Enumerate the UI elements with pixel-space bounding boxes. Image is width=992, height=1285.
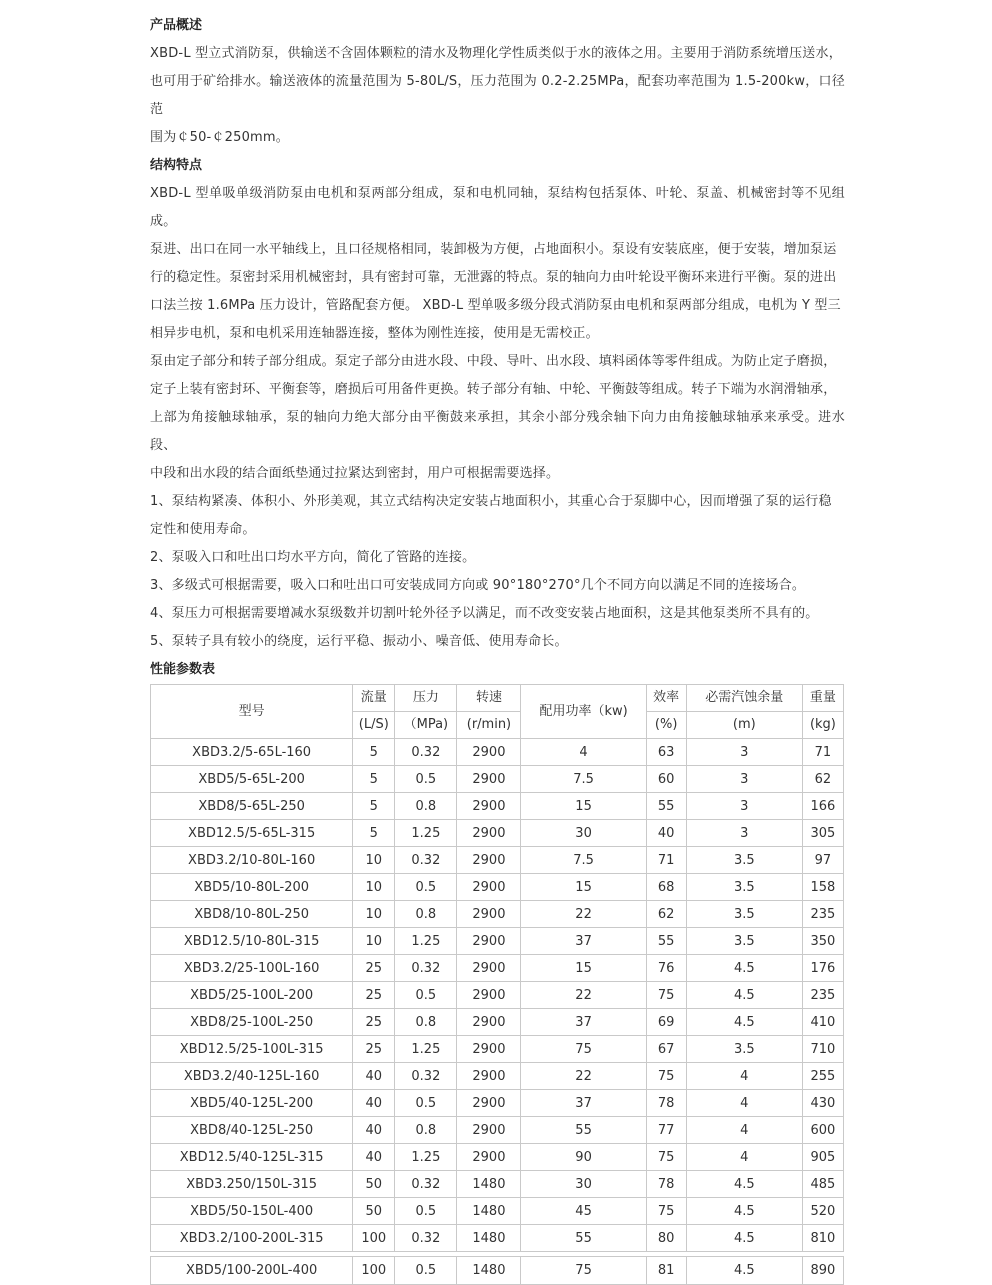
cell-flow: 10	[353, 874, 395, 901]
cell-pressure: 0.32	[395, 739, 457, 766]
cell-efficiency: 76	[646, 955, 686, 982]
cell-npsh: 4.5	[686, 1198, 802, 1225]
cell-speed: 2900	[457, 874, 521, 901]
cell-weight: 520	[802, 1198, 843, 1225]
cell-npsh: 4	[686, 1144, 802, 1171]
cell-pressure: 0.5	[395, 766, 457, 793]
cell-efficiency: 40	[646, 820, 686, 847]
cell-power: 30	[521, 820, 646, 847]
cell-efficiency: 81	[646, 1257, 686, 1285]
cell-weight: 600	[802, 1117, 843, 1144]
cell-flow: 10	[353, 928, 395, 955]
cell-npsh: 3.5	[686, 1036, 802, 1063]
cell-power: 75	[521, 1257, 646, 1285]
cell-flow: 40	[353, 1144, 395, 1171]
cell-model: XBD5/100-200L-400	[151, 1257, 353, 1285]
header-npsh: 必需汽蚀余量	[686, 685, 802, 712]
cell-weight: 350	[802, 928, 843, 955]
table-row	[151, 1090, 844, 1117]
structure-paragraph-1	[150, 180, 845, 348]
cell-speed: 2900	[457, 955, 521, 982]
cell-weight: 255	[802, 1063, 843, 1090]
cell-flow: 40	[353, 1063, 395, 1090]
cell-efficiency: 62	[646, 901, 686, 928]
cell-power: 7.5	[521, 847, 646, 874]
cell-speed: 2900	[457, 982, 521, 1009]
cell-model: XBD5/40-125L-200	[151, 1090, 353, 1117]
table-row	[151, 847, 844, 874]
table-row	[151, 982, 844, 1009]
cell-efficiency: 55	[646, 928, 686, 955]
cell-model: XBD3.250/150L-315	[151, 1171, 353, 1198]
table-row	[151, 1171, 844, 1198]
cell-speed: 2900	[457, 1036, 521, 1063]
cell-speed: 2900	[457, 901, 521, 928]
cell-model: XBD5/10-80L-200	[151, 874, 353, 901]
cell-weight: 97	[802, 847, 843, 874]
cell-speed: 2900	[457, 1009, 521, 1036]
cell-model: XBD3.2/100-200L-315	[151, 1225, 353, 1252]
cell-efficiency: 60	[646, 766, 686, 793]
cell-efficiency: 71	[646, 847, 686, 874]
table-row	[151, 793, 844, 820]
cell-model: XBD12.5/25-100L-315	[151, 1036, 353, 1063]
cell-npsh: 4	[686, 1090, 802, 1117]
table-row	[151, 1225, 844, 1252]
header-power: 配用功率（kw)	[521, 685, 646, 739]
table-row-last	[151, 1257, 844, 1285]
cell-weight: 810	[802, 1225, 843, 1252]
cell-flow: 25	[353, 955, 395, 982]
cell-power: 45	[521, 1198, 646, 1225]
cell-flow: 40	[353, 1090, 395, 1117]
table-header	[151, 685, 844, 739]
cell-flow: 100	[353, 1257, 395, 1285]
cell-flow: 10	[353, 901, 395, 928]
cell-efficiency: 75	[646, 982, 686, 1009]
cell-flow: 50	[353, 1171, 395, 1198]
header-npsh-unit: (m)	[686, 712, 802, 739]
table-row	[151, 901, 844, 928]
table-title: 性能参数表	[150, 662, 216, 677]
cell-power: 22	[521, 901, 646, 928]
cell-weight: 305	[802, 820, 843, 847]
cell-pressure: 0.5	[395, 1198, 457, 1225]
cell-npsh: 3	[686, 820, 802, 847]
cell-model: XBD5/5-65L-200	[151, 766, 353, 793]
cell-speed: 1480	[457, 1198, 521, 1225]
cell-speed: 2900	[457, 820, 521, 847]
cell-weight: 710	[802, 1036, 843, 1063]
cell-pressure: 0.8	[395, 793, 457, 820]
cell-efficiency: 68	[646, 874, 686, 901]
cell-power: 15	[521, 955, 646, 982]
cell-model: XBD8/10-80L-250	[151, 901, 353, 928]
feature-item-2: 2、泵吸入口和吐出口均水平方向，简化了管路的连接。	[150, 550, 476, 565]
cell-efficiency: 78	[646, 1090, 686, 1117]
cell-flow: 10	[353, 847, 395, 874]
cell-power: 22	[521, 982, 646, 1009]
cell-model: XBD8/5-65L-250	[151, 793, 353, 820]
table-row	[151, 928, 844, 955]
cell-weight: 410	[802, 1009, 843, 1036]
table-row	[151, 739, 844, 766]
header-weight: 重量	[802, 685, 843, 712]
cell-npsh: 4.5	[686, 955, 802, 982]
cell-pressure: 0.32	[395, 847, 457, 874]
performance-table	[150, 684, 844, 1285]
table-row	[151, 820, 844, 847]
cell-model: XBD8/25-100L-250	[151, 1009, 353, 1036]
cell-flow: 25	[353, 1009, 395, 1036]
structure-line: 口法兰按 1.6MPa 压力设计，管路配套方便。 XBD-L 型单吸多级分段式消防泵由电机和泵两部分组成，电机为 Y 型三	[150, 298, 841, 313]
overview-paragraph	[150, 40, 845, 152]
structure-line: 上部为角接触球轴承，泵的轴向力绝大部分由平衡鼓来承担，其余小部分残余轴下向力由角接触球轴承来承受。进水段、	[150, 410, 845, 453]
cell-power: 37	[521, 1009, 646, 1036]
structure-line: 行的稳定性。泵密封采用机械密封，具有密封可靠，无泄露的特点。泵的轴向力由叶轮设平衡环来进行平衡。泵的进出	[150, 270, 837, 285]
cell-model: XBD5/25-100L-200	[151, 982, 353, 1009]
overview-title: 产品概述	[150, 18, 203, 33]
cell-speed: 1480	[457, 1171, 521, 1198]
feature-item-3: 3、多级式可根据需要，吸入口和吐出口可安装成同方向或 90°180°270°几个不同方向以满足不同的连接场合。	[150, 578, 806, 593]
cell-efficiency: 67	[646, 1036, 686, 1063]
cell-power: 55	[521, 1117, 646, 1144]
cell-speed: 2900	[457, 1117, 521, 1144]
cell-npsh: 3.5	[686, 901, 802, 928]
table-header-row	[151, 685, 844, 712]
table-row	[151, 874, 844, 901]
structure-title: 结构特点	[150, 158, 203, 173]
cell-npsh: 3	[686, 739, 802, 766]
cell-weight: 176	[802, 955, 843, 982]
cell-model: XBD12.5/5-65L-315	[151, 820, 353, 847]
header-pressure: 压力	[395, 685, 457, 712]
cell-speed: 1480	[457, 1257, 521, 1285]
cell-model: XBD12.5/10-80L-315	[151, 928, 353, 955]
cell-pressure: 0.5	[395, 1090, 457, 1117]
header-speed: 转速	[457, 685, 521, 712]
header-model: 型号	[151, 685, 353, 739]
cell-npsh: 3.5	[686, 847, 802, 874]
cell-pressure: 0.8	[395, 1117, 457, 1144]
cell-flow: 25	[353, 1036, 395, 1063]
cell-model: XBD12.5/40-125L-315	[151, 1144, 353, 1171]
cell-efficiency: 55	[646, 793, 686, 820]
cell-power: 90	[521, 1144, 646, 1171]
cell-speed: 2900	[457, 1090, 521, 1117]
cell-efficiency: 78	[646, 1171, 686, 1198]
table-body	[151, 739, 844, 1285]
cell-npsh: 4.5	[686, 1009, 802, 1036]
cell-npsh: 3	[686, 766, 802, 793]
cell-pressure: 0.8	[395, 901, 457, 928]
overview-line: 也可用于矿给排水。输送液体的流量范围为 5-80L/S，压力范围为 0.2-2.25MPa，配套功率范围为 1.5-200kw，口径范	[150, 74, 845, 117]
structure-line: 泵由定子部分和转子部分组成。泵定子部分由进水段、中段、导叶、出水段、填料函体等零件组成。为防止定子磨损，	[150, 354, 837, 369]
article-content	[150, 12, 845, 1285]
cell-npsh: 3.5	[686, 874, 802, 901]
cell-pressure: 0.32	[395, 955, 457, 982]
cell-weight: 430	[802, 1090, 843, 1117]
table-row	[151, 766, 844, 793]
cell-model: XBD5/50-150L-400	[151, 1198, 353, 1225]
cell-npsh: 3.5	[686, 928, 802, 955]
table-row	[151, 1063, 844, 1090]
feature-item-1	[150, 488, 845, 544]
cell-efficiency: 80	[646, 1225, 686, 1252]
cell-pressure: 0.8	[395, 1009, 457, 1036]
cell-power: 37	[521, 928, 646, 955]
cell-power: 7.5	[521, 766, 646, 793]
cell-pressure: 0.5	[395, 874, 457, 901]
structure-line: 中段和出水段的结合面纸垫通过拉紧达到密封，用户可根据需要选择。	[150, 466, 560, 481]
cell-weight: 158	[802, 874, 843, 901]
cell-power: 30	[521, 1171, 646, 1198]
cell-flow: 50	[353, 1198, 395, 1225]
cell-pressure: 0.32	[395, 1171, 457, 1198]
cell-weight: 890	[802, 1257, 843, 1285]
cell-weight: 62	[802, 766, 843, 793]
cell-model: XBD8/40-125L-250	[151, 1117, 353, 1144]
cell-power: 15	[521, 793, 646, 820]
cell-speed: 2900	[457, 766, 521, 793]
cell-power: 22	[521, 1063, 646, 1090]
cell-power: 37	[521, 1090, 646, 1117]
header-efficiency-unit: (%)	[646, 712, 686, 739]
cell-model: XBD3.2/25-100L-160	[151, 955, 353, 982]
table-row	[151, 1117, 844, 1144]
table-row	[151, 1198, 844, 1225]
table-row	[151, 1036, 844, 1063]
feature-line: 定性和使用寿命。	[150, 522, 256, 537]
structure-line: XBD-L 型单吸单级消防泵由电机和泵两部分组成，泵和电机同轴，泵结构包括泵体、叶轮、泵盖、机械密封等不见组成。	[150, 186, 845, 229]
cell-npsh: 3	[686, 793, 802, 820]
cell-efficiency: 75	[646, 1198, 686, 1225]
cell-speed: 2900	[457, 847, 521, 874]
cell-pressure: 1.25	[395, 820, 457, 847]
cell-weight: 485	[802, 1171, 843, 1198]
cell-pressure: 1.25	[395, 928, 457, 955]
cell-efficiency: 75	[646, 1144, 686, 1171]
cell-npsh: 4.5	[686, 982, 802, 1009]
cell-weight: 905	[802, 1144, 843, 1171]
cell-npsh: 4.5	[686, 1225, 802, 1252]
header-efficiency: 效率	[646, 685, 686, 712]
feature-item-4: 4、泵压力可根据需要增减水泵级数并切割叶轮外径予以满足，而不改变安装占地面积，这是其他泵类所不具有的。	[150, 606, 819, 621]
cell-npsh: 4.5	[686, 1257, 802, 1285]
cell-flow: 100	[353, 1225, 395, 1252]
cell-flow: 25	[353, 982, 395, 1009]
cell-npsh: 4.5	[686, 1171, 802, 1198]
cell-speed: 2900	[457, 1144, 521, 1171]
cell-flow: 5	[353, 766, 395, 793]
cell-npsh: 4	[686, 1063, 802, 1090]
structure-line: 定子上装有密封环、平衡套等，磨损后可用备件更换。转子部分有轴、中轮、平衡鼓等组成。转子下端为水润滑轴承，	[150, 382, 837, 397]
cell-flow: 40	[353, 1117, 395, 1144]
feature-line: 1、泵结构紧凑、体积小、外形美观，其立式结构决定安装占地面积小，其重心合于泵脚中心，因而增强了泵的运行稳	[150, 494, 832, 509]
cell-speed: 2900	[457, 739, 521, 766]
cell-efficiency: 77	[646, 1117, 686, 1144]
header-flow-unit: (L/S)	[353, 712, 395, 739]
table-row	[151, 955, 844, 982]
structure-line: 相异步电机，泵和电机采用连轴器连接，整体为刚性连接，使用是无需校正。	[150, 326, 599, 341]
cell-model: XBD3.2/40-125L-160	[151, 1063, 353, 1090]
cell-speed: 1480	[457, 1225, 521, 1252]
table-row	[151, 1009, 844, 1036]
cell-model: XBD3.2/10-80L-160	[151, 847, 353, 874]
cell-pressure: 1.25	[395, 1144, 457, 1171]
overview-line: XBD-L 型立式消防泵，供输送不含固体颗粒的清水及物理化学性质类似于水的液体之用。主要用于消防系统增压送水，	[150, 46, 842, 61]
cell-speed: 2900	[457, 928, 521, 955]
structure-line: 泵进、出口在同一水平轴线上，且口径规格相同，装卸极为方便，占地面积小。泵设有安装底座，便于安装，增加泵运	[150, 242, 837, 257]
cell-pressure: 0.5	[395, 982, 457, 1009]
cell-pressure: 0.32	[395, 1063, 457, 1090]
structure-paragraph-2	[150, 348, 845, 488]
feature-item-5: 5、泵转子具有较小的绕度，运行平稳、振动小、噪音低、使用寿命长。	[150, 634, 568, 649]
cell-flow: 5	[353, 739, 395, 766]
header-speed-unit: (r/min)	[457, 712, 521, 739]
cell-weight: 166	[802, 793, 843, 820]
cell-weight: 71	[802, 739, 843, 766]
table-row	[151, 1144, 844, 1171]
cell-efficiency: 69	[646, 1009, 686, 1036]
overview-line: 围为￠50-￠250mm。	[150, 130, 289, 145]
cell-npsh: 4	[686, 1117, 802, 1144]
cell-efficiency: 75	[646, 1063, 686, 1090]
cell-model: XBD3.2/5-65L-160	[151, 739, 353, 766]
cell-speed: 2900	[457, 1063, 521, 1090]
cell-power: 75	[521, 1036, 646, 1063]
cell-weight: 235	[802, 901, 843, 928]
cell-speed: 2900	[457, 793, 521, 820]
cell-power: 55	[521, 1225, 646, 1252]
cell-efficiency: 63	[646, 739, 686, 766]
cell-power: 15	[521, 874, 646, 901]
header-flow: 流量	[353, 685, 395, 712]
cell-weight: 235	[802, 982, 843, 1009]
cell-flow: 5	[353, 820, 395, 847]
cell-power: 4	[521, 739, 646, 766]
cell-pressure: 0.32	[395, 1225, 457, 1252]
cell-flow: 5	[353, 793, 395, 820]
cell-pressure: 0.5	[395, 1257, 457, 1285]
header-pressure-unit: （MPa)	[395, 712, 457, 739]
cell-pressure: 1.25	[395, 1036, 457, 1063]
header-weight-unit: (kg)	[802, 712, 843, 739]
